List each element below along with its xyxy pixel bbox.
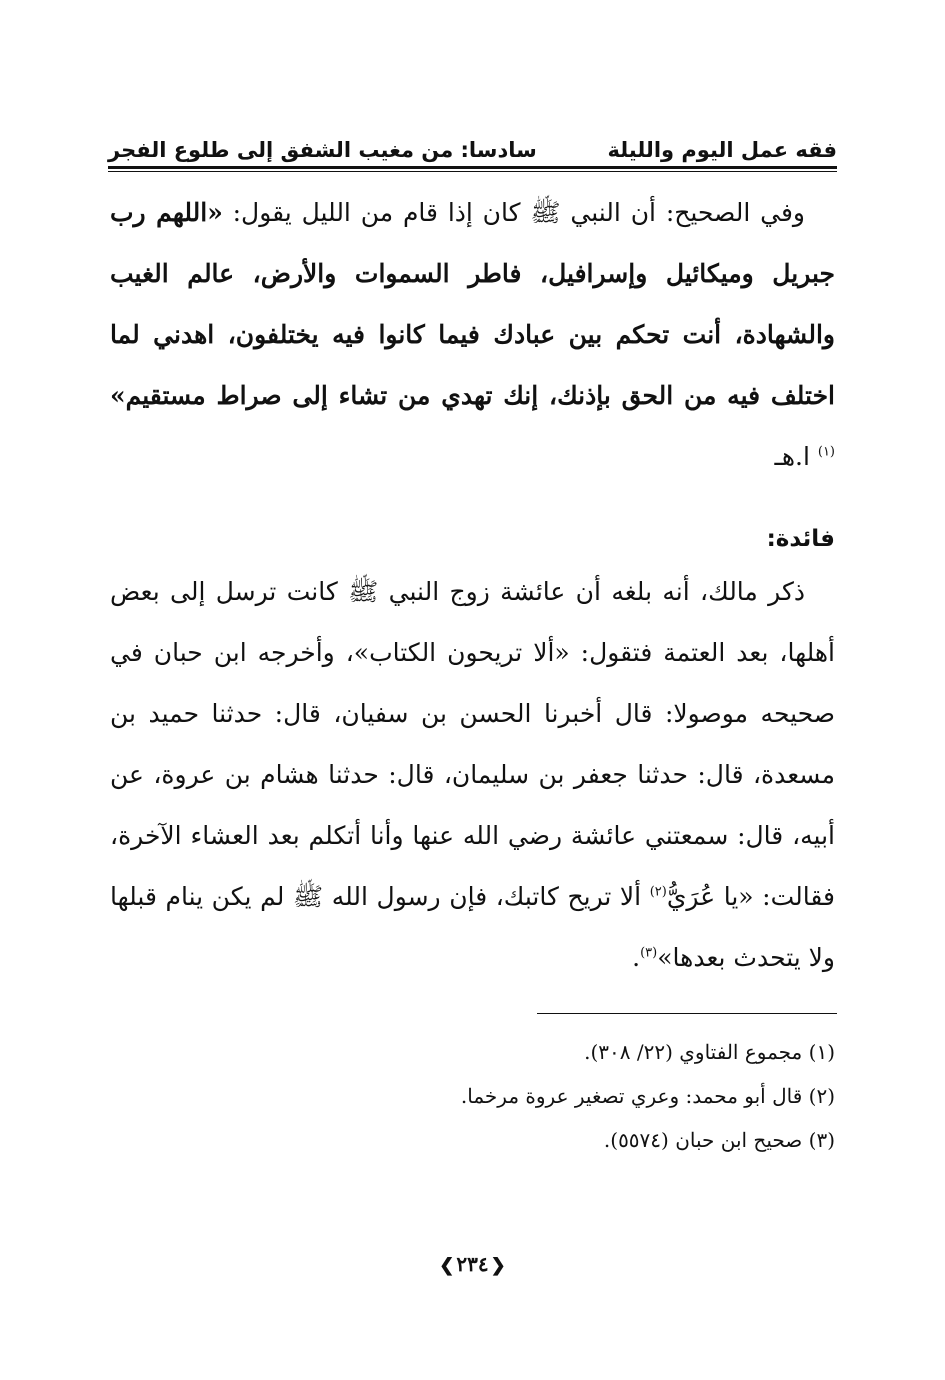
footnote-1: (١) مجموع الفتاوي (٢٢/ ٣٠٨). (584, 1040, 835, 1064)
paragraph-tail: ا.هـ (774, 442, 818, 471)
footnotes (110, 1030, 835, 1162)
page-number: ٢٣٤ (456, 1252, 489, 1276)
footnote-2: (٢) قال أبو محمد: وعري تصغير عروة مرخما. (460, 1084, 835, 1108)
running-header (108, 128, 837, 162)
hadith-quote: «اللهم رب جبريل وميكائيل وإسرافيل، فاطر السموات والأرض، عالم الغيب والشهادة، أنت تحكم بين عبادك فيما كانوا فيه يختلفون، اهدني لما اختلف فيه من الحق بإذنك، إنك تهدي من تشاء إلى صراط مستقيم» (110, 198, 835, 410)
footnote-ref-3: (٣) (640, 945, 658, 961)
page-number-block (0, 1252, 945, 1276)
ornament-right-icon: ❮ (490, 1255, 506, 1276)
book-title: فقه عمل اليوم والليلة (607, 138, 837, 162)
header-rule (108, 166, 837, 169)
paragraph2-part1: ذكر مالك، أنه بلغه أن عائشة زوج النبي ﷺ كانت ترسل إلى بعض أهلها، بعد العتمة فتقول: «ألا تريحون الكتاب»، وأخرجه ابن حبان في صحيحه موصولا: قال أخبرنا الحسن بن سفيان، قال: حدثنا حميد بن مسعدة، قال: حدثنا جعفر بن سليمان، قال: حدثنا هشام بن عروة، عن أبيه، قال: سمعتني عائشة رضي الله عنها وأنا أتكلم بعد العشاء الآخرة، فقالت: «يا عُرَيُّ (110, 577, 835, 911)
paragraph2-end: . (632, 943, 641, 972)
footnote-3: (٣) صحيح ابن حبان (٥٥٧٤). (603, 1128, 835, 1152)
header-rule-thin (108, 171, 837, 172)
paragraph-benefit (110, 561, 835, 988)
ornament-left-icon: ❯ (439, 1255, 455, 1276)
footnote-ref-2: (٢) (649, 884, 667, 900)
footnote-rule (537, 1013, 837, 1014)
paragraph-hadith (110, 182, 835, 487)
footnote-ref-1: (١) (817, 444, 835, 460)
section-title: فائدة: (766, 526, 835, 552)
paragraph-intro: وفي الصحيح: أن النبي ﷺ كان إذا قام من الليل يقول: (222, 198, 805, 227)
body-text (110, 182, 835, 988)
paragraph2-part2: ألا تريح كاتبك، فإن رسول الله ﷺ لم يكن ينام قبلها ولا يتحدث بعدها» (110, 882, 835, 972)
chapter-title: سادسا: من مغيب الشفق إلى طلوع الفجر (108, 138, 537, 162)
